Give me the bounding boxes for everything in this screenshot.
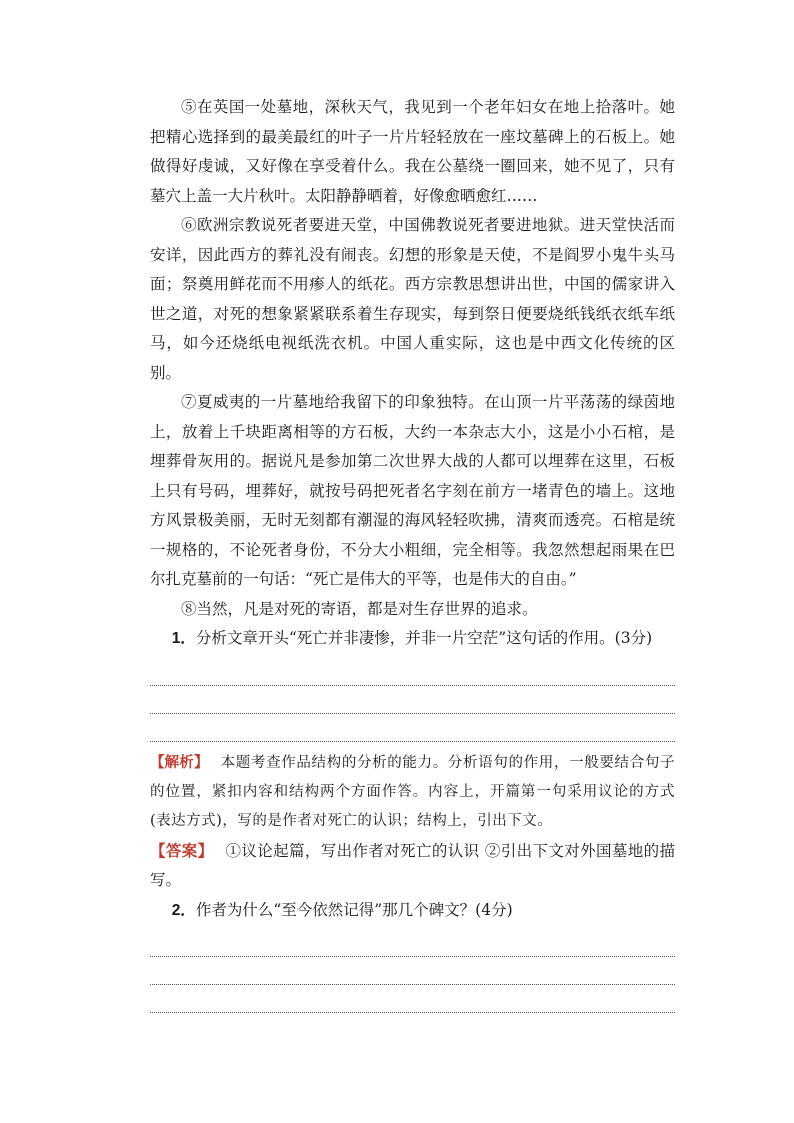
answer-line[interactable] bbox=[150, 957, 675, 985]
question-2-text: 作者为什么“至今依然记得”那几个碑文？(4分) bbox=[195, 900, 513, 919]
question-1-text: 分析文章开头“死亡并非凄惨，并非一片空茫”这句话的作用。(3分) bbox=[195, 629, 653, 647]
question-2-answer-area[interactable] bbox=[150, 929, 675, 1013]
analysis-tag: 【解析】 bbox=[150, 753, 209, 771]
paragraph-6: ⑥欧洲宗教说死者要进天堂，中国佛教说死者要进地狱。进天堂快活而安详，因此西方的葬礼没有闹丧。幻想的形象是天使，不是阎罗小鬼牛头马面；祭奠用鲜花而不用瘆人的纸花。西方宗教思想讲出世，中国的儒家讲入世之道，对死的想象紧紧联系着生存现实，每到祭日便要烧纸钱纸衣纸车纸马，如今还烧纸电视纸洗衣机。中国人重实际，这也是中西文化传统的区别。 bbox=[150, 216, 675, 382]
answer-line[interactable] bbox=[150, 658, 675, 686]
paragraph-7: ⑦夏威夷的一片墓地给我留下的印象独特。在山顶一片平荡荡的绿茵地上，放着上千块距离相等的方石板，大约一本杂志大小，这是小小石棺，是埋葬骨灰用的。据说凡是参加第二次世界大战的人都可以埋葬在这里，石板上只有号码，埋葬好，就按号码把死者名字刻在前方一堵青色的墙上。这地方风景极美丽，无时无刻都有潮湿的海风轻轻吹拂，清爽而透亮。石棺是统一规格的，不论死者身份，不分大小粗细，完全相等。我忽然想起雨果在巴尔扎克墓前的一句话：“死亡是伟大的平等，也是伟大的自由。” bbox=[150, 393, 675, 588]
answer-line[interactable] bbox=[150, 686, 675, 714]
analysis-block bbox=[150, 748, 675, 836]
document-page bbox=[150, 93, 675, 1019]
answer-line[interactable] bbox=[150, 714, 675, 742]
question-2 bbox=[150, 896, 675, 926]
paragraph-5: ⑤在英国一处墓地，深秋天气，我见到一个老年妇女在地上拾落叶。她把精心选择到的最美最红的叶子一片片轻轻放在一座坟墓碑上的石板上。她做得好虔诚，又好像在享受着什么。我在公墓绕一圈回来，她不见了，只有墓穴上盖一大片秋叶。太阳静静晒着，好像愈晒愈红…… bbox=[150, 98, 675, 205]
answer-line[interactable] bbox=[150, 929, 675, 957]
answer-tag: 【答案】 bbox=[150, 840, 214, 860]
analysis-text: 本题考查作品结构的分析的能力。分析语句的作用，一般要结合句子的位置，紧扣内容和结构两个方面作答。内容上，开篇第一句采用议论的方式(表达方式)，写的是作者对死亡的认识；结构上，引出下文。 bbox=[150, 754, 676, 829]
question-2-number: 2． bbox=[171, 901, 196, 919]
answer-text: ①议论起篇，写出作者对死亡的认识 ②引出下文对外国墓地的描写。 bbox=[150, 841, 675, 889]
paragraph-8: ⑧当然，凡是对死的寄语，都是对生存世界的追求。 bbox=[181, 599, 538, 618]
answer-line[interactable] bbox=[150, 985, 675, 1013]
question-1-number: 1． bbox=[171, 630, 196, 647]
question-1 bbox=[150, 624, 675, 654]
question-1-answer-area[interactable] bbox=[150, 658, 675, 742]
answer-block bbox=[150, 836, 675, 896]
